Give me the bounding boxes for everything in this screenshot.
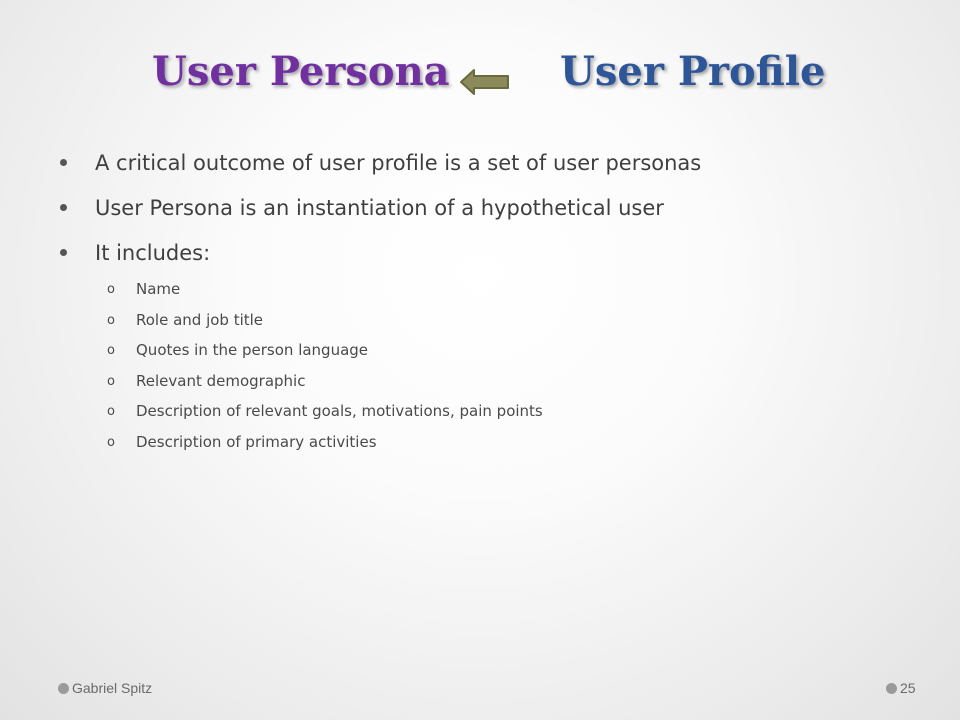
bullet-icon: [60, 159, 67, 166]
bullet-icon: [60, 249, 67, 256]
footer-dot-icon: [58, 683, 69, 694]
footer-dot-icon: [886, 683, 897, 694]
sub-bullet-text: Quotes in the person language: [136, 341, 369, 359]
bullet-item: [60, 140, 920, 185]
sub-bullet-marker: o: [107, 373, 115, 389]
sub-bullet-item: [107, 337, 887, 368]
sub-bullet-text: Name: [136, 280, 181, 298]
sub-bullet-item: [107, 429, 887, 460]
slide-title: [0, 44, 960, 108]
sub-bullet-item: [107, 307, 887, 338]
sub-bullet-marker: o: [107, 434, 115, 450]
bullet-text: It includes:: [95, 240, 211, 265]
left-arrow-icon: [460, 68, 510, 96]
bullet-item: [60, 230, 920, 275]
sub-bullet-marker: o: [107, 404, 115, 419]
footer-author-text: Gabriel Spitz: [72, 680, 153, 696]
sub-bullet-item: [107, 398, 887, 429]
footer-page-number: [886, 678, 916, 698]
bullet-text: User Persona is an instantiation of a hypothetical user: [95, 195, 664, 220]
sub-bullet-item: [107, 276, 887, 307]
sub-bullet-text: Role and job title: [136, 310, 264, 329]
sub-bullet-text: Description of primary activities: [136, 432, 377, 451]
bullet-list: [60, 140, 920, 275]
sub-bullet-list: [107, 276, 887, 459]
title-user-profile: User Profile: [560, 48, 826, 95]
sub-bullet-marker: o: [107, 343, 115, 358]
sub-bullet-item: [107, 368, 887, 399]
bullet-icon: [60, 204, 67, 211]
footer-author: [58, 678, 152, 698]
page-number-text: 25: [900, 680, 916, 696]
sub-bullet-text: Description of relevant goals, motivations, pain points: [136, 402, 543, 420]
sub-bullet-marker: o: [107, 312, 115, 328]
sub-bullet-marker: o: [107, 282, 115, 297]
bullet-item: [60, 185, 920, 230]
title-user-persona: User Persona: [152, 48, 450, 95]
sub-bullet-text: Relevant demographic: [136, 371, 306, 390]
bullet-text: A critical outcome of user profile is a set of user personas: [95, 150, 702, 175]
